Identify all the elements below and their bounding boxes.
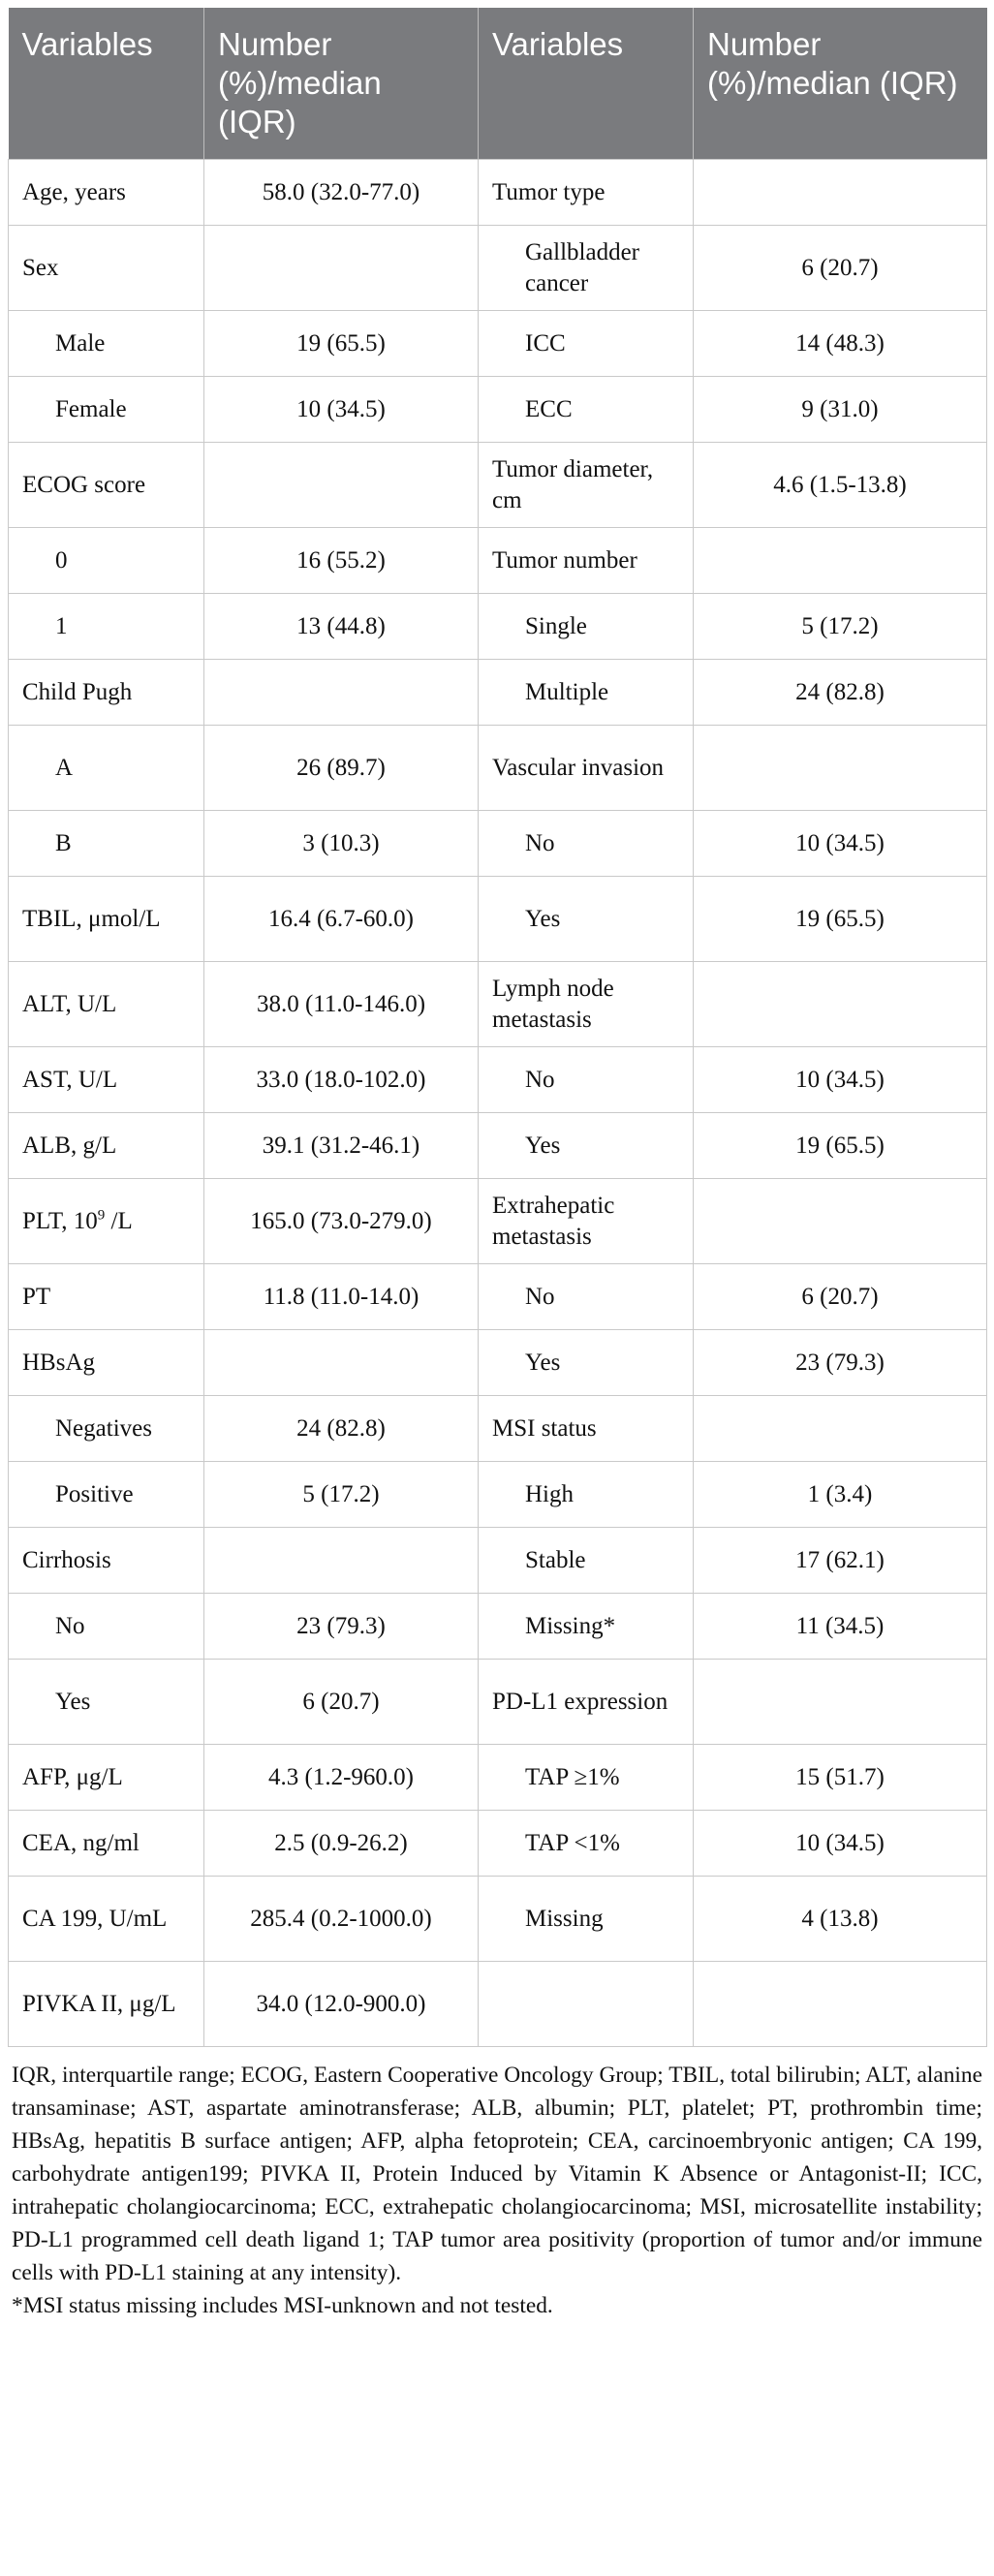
- variable-cell: [9, 660, 204, 726]
- variable-cell: [479, 1660, 694, 1745]
- variable-label: A: [55, 754, 74, 781]
- value-cell: [694, 1396, 987, 1462]
- variable-label: Sex: [22, 254, 59, 281]
- variable-cell: [9, 962, 204, 1047]
- value-cell: [694, 226, 987, 311]
- value-cell: [204, 1811, 479, 1877]
- variable-label: Vascular invasion: [492, 754, 665, 781]
- value-cell: [694, 1811, 987, 1877]
- variable-cell: [479, 1745, 694, 1811]
- table-row: [9, 1264, 987, 1330]
- variable-cell: [479, 594, 694, 660]
- value-text: 38.0 (11.0-146.0): [256, 990, 426, 1017]
- variable-label: TBIL, μmol/L: [22, 905, 161, 932]
- value-text: 2.5 (0.9-26.2): [274, 1829, 408, 1856]
- value-text: 5 (17.2): [302, 1480, 380, 1507]
- variable-label: Positive: [55, 1480, 134, 1507]
- value-cell: [204, 1330, 479, 1396]
- table-row: [9, 1396, 987, 1462]
- value-text: 23 (79.3): [296, 1612, 386, 1639]
- value-text: 6 (20.7): [801, 1283, 879, 1310]
- variable-cell: [479, 1877, 694, 1962]
- table-row: [9, 594, 987, 660]
- variable-label: Cirrhosis: [22, 1546, 111, 1573]
- table-row: [9, 226, 987, 311]
- variable-cell: [479, 1113, 694, 1179]
- variable-label: Age, years: [22, 178, 126, 205]
- variable-label: Tumor diameter, cm: [492, 455, 654, 513]
- variable-label: No: [55, 1612, 85, 1639]
- variable-cell: [9, 443, 204, 528]
- value-cell: [694, 1113, 987, 1179]
- value-text: 14 (48.3): [795, 329, 885, 357]
- value-text: 34.0 (12.0-900.0): [256, 1990, 426, 2017]
- variable-cell: [479, 660, 694, 726]
- variable-cell: [9, 1462, 204, 1528]
- value-cell: [694, 1330, 987, 1396]
- value-text: 9 (31.0): [801, 395, 879, 422]
- table-row: [9, 1877, 987, 1962]
- header-variables-right: Variables: [479, 8, 694, 160]
- variable-cell: [479, 311, 694, 377]
- value-cell: [694, 1962, 987, 2047]
- value-cell: [204, 1396, 479, 1462]
- table-row: [9, 1962, 987, 2047]
- variable-label: AFP, μg/L: [22, 1763, 123, 1790]
- value-text: 10 (34.5): [795, 1829, 885, 1856]
- value-cell: [694, 1594, 987, 1660]
- value-text: 15 (51.7): [795, 1763, 885, 1790]
- variable-cell: [9, 1179, 204, 1264]
- value-cell: [204, 1264, 479, 1330]
- table-row: [9, 660, 987, 726]
- variable-label: 0: [55, 546, 68, 574]
- value-cell: [694, 726, 987, 811]
- variable-label: PT: [22, 1283, 51, 1310]
- variable-cell: [479, 1811, 694, 1877]
- table-row: [9, 1462, 987, 1528]
- variable-cell: [479, 1962, 694, 2047]
- variable-label: Tumor type: [492, 178, 606, 205]
- table-row: [9, 726, 987, 811]
- msi-missing-note: *MSI status missing includes MSI-unknown and not tested.: [12, 2293, 553, 2318]
- variable-label: TAP <1%: [525, 1829, 620, 1856]
- variable-label: Extrahepatic metastasis: [492, 1192, 615, 1250]
- variable-cell: [479, 811, 694, 877]
- variable-label: No: [525, 829, 555, 856]
- variable-cell: [479, 962, 694, 1047]
- table-row: [9, 811, 987, 877]
- variable-label: Multiple: [525, 678, 609, 705]
- variable-label: MSI status: [492, 1414, 597, 1442]
- variable-label: ALB, g/L: [22, 1132, 117, 1159]
- value-text: 11.8 (11.0-14.0): [263, 1283, 419, 1310]
- variable-cell: [479, 160, 694, 226]
- table-row: [9, 1179, 987, 1264]
- value-text: 17 (62.1): [795, 1546, 885, 1573]
- variable-cell: [479, 443, 694, 528]
- value-cell: [204, 594, 479, 660]
- table-row: [9, 160, 987, 226]
- value-text: 24 (82.8): [795, 678, 885, 705]
- value-text: 23 (79.3): [795, 1349, 885, 1376]
- table-row: [9, 1047, 987, 1113]
- variable-cell: [479, 377, 694, 443]
- variable-cell: [9, 1962, 204, 2047]
- variable-cell: [9, 877, 204, 962]
- variable-label: Missing*: [525, 1612, 616, 1639]
- value-cell: [694, 1047, 987, 1113]
- variable-label: PD-L1 expression: [492, 1688, 668, 1715]
- variable-cell: [479, 1264, 694, 1330]
- variable-cell: [9, 1745, 204, 1811]
- value-cell: [694, 528, 987, 594]
- variable-cell: [479, 528, 694, 594]
- table-row: [9, 877, 987, 962]
- table-row: [9, 962, 987, 1047]
- variable-label: No: [525, 1066, 555, 1093]
- value-cell: [204, 311, 479, 377]
- variable-cell: [9, 1330, 204, 1396]
- variable-cell: [9, 226, 204, 311]
- variable-cell: [479, 1462, 694, 1528]
- variable-cell: [9, 1396, 204, 1462]
- value-text: 19 (65.5): [795, 1132, 885, 1159]
- document-page: [8, 0, 986, 2322]
- table-row: [9, 1594, 987, 1660]
- value-text: 33.0 (18.0-102.0): [256, 1066, 426, 1093]
- table-row: [9, 528, 987, 594]
- value-cell: [694, 1660, 987, 1745]
- superscript-exponent: 9: [97, 1207, 106, 1224]
- value-cell: [204, 1877, 479, 1962]
- value-cell: [694, 962, 987, 1047]
- variable-label: Female: [55, 395, 127, 422]
- variable-label: ECOG score: [22, 471, 146, 498]
- value-cell: [694, 160, 987, 226]
- value-text: 1 (3.4): [807, 1480, 873, 1507]
- header-number-right: Number (%)/median (IQR): [694, 8, 987, 160]
- value-cell: [204, 1462, 479, 1528]
- variable-cell: [9, 1047, 204, 1113]
- variable-cell: [479, 1594, 694, 1660]
- value-text: 165.0 (73.0-279.0): [250, 1207, 432, 1234]
- variable-label: HBsAg: [22, 1349, 96, 1376]
- table-row: [9, 1330, 987, 1396]
- variable-cell: [9, 377, 204, 443]
- variable-cell: [479, 1047, 694, 1113]
- value-text: 10 (34.5): [795, 1066, 885, 1093]
- variable-cell: [479, 1396, 694, 1462]
- table-body: [9, 160, 987, 2047]
- variable-label: Child Pugh: [22, 678, 133, 705]
- variable-cell: [9, 528, 204, 594]
- value-cell: [204, 1594, 479, 1660]
- variable-cell: [479, 726, 694, 811]
- value-cell: [204, 1660, 479, 1745]
- variable-label: AST, U/L: [22, 1066, 118, 1093]
- value-cell: [204, 1962, 479, 2047]
- variable-label: Lymph node metastasis: [492, 975, 614, 1033]
- value-cell: [204, 377, 479, 443]
- variable-label: Single: [525, 612, 587, 639]
- variable-cell: [9, 726, 204, 811]
- value-cell: [694, 311, 987, 377]
- value-cell: [204, 1113, 479, 1179]
- variable-label: TAP ≥1%: [525, 1763, 620, 1790]
- variable-label: Yes: [525, 905, 561, 932]
- variable-label: B: [55, 829, 72, 856]
- value-cell: [694, 1179, 987, 1264]
- value-text: 6 (20.7): [801, 254, 879, 281]
- value-text: 5 (17.2): [801, 612, 879, 639]
- value-text: 19 (65.5): [795, 905, 885, 932]
- variable-label: Negatives: [55, 1414, 152, 1442]
- value-text: 285.4 (0.2-1000.0): [250, 1905, 432, 1932]
- value-cell: [204, 660, 479, 726]
- variable-label: Tumor number: [492, 546, 637, 574]
- value-text: 4.6 (1.5-13.8): [773, 471, 907, 498]
- value-cell: [694, 1877, 987, 1962]
- table-header-row: [9, 8, 987, 160]
- variable-label: ECC: [525, 395, 573, 422]
- variable-label: PLT, 10: [22, 1207, 98, 1234]
- value-cell: [694, 594, 987, 660]
- value-cell: [694, 877, 987, 962]
- variable-label: Missing: [525, 1905, 604, 1932]
- value-text: 24 (82.8): [296, 1414, 386, 1442]
- variable-cell: [479, 226, 694, 311]
- value-text: 39.1 (31.2-46.1): [262, 1132, 420, 1159]
- table-row: [9, 1745, 987, 1811]
- value-text: 11 (34.5): [795, 1612, 885, 1639]
- value-text: 10 (34.5): [795, 829, 885, 856]
- value-cell: [694, 377, 987, 443]
- variable-cell: [479, 1330, 694, 1396]
- table-row: [9, 311, 987, 377]
- variable-cell: [9, 1877, 204, 1962]
- value-cell: [204, 1745, 479, 1811]
- table-row: [9, 377, 987, 443]
- variable-label: No: [525, 1283, 555, 1310]
- table-row: [9, 1660, 987, 1745]
- value-text: 3 (10.3): [302, 829, 380, 856]
- value-text: 4.3 (1.2-960.0): [268, 1763, 414, 1790]
- variable-cell: [9, 1264, 204, 1330]
- value-cell: [694, 811, 987, 877]
- variable-cell: [9, 1811, 204, 1877]
- value-text: 19 (65.5): [296, 329, 386, 357]
- value-text: 16.4 (6.7-60.0): [268, 905, 414, 932]
- value-cell: [204, 726, 479, 811]
- value-cell: [204, 528, 479, 594]
- variable-cell: [9, 1660, 204, 1745]
- value-text: 58.0 (32.0-77.0): [262, 178, 420, 205]
- value-cell: [694, 1528, 987, 1594]
- abbreviations-note: IQR, interquartile range; ECOG, Eastern Cooperative Oncology Group; TBIL, total bilirubin; ALT, alanine transaminase; AST, aspartate aminotransferase; ALB, albumin; PLT, platelet; PT, prothrombin time; HBsAg, hepatitis B surface antigen; AFP, alpha fetoprotein; CEA, carcinoembryonic antigen; CA 199, carbohydrate antigen199; PIVKA II, Protein Induced by Vitamin K Absence or Antagonist-II; ICC, intrahepatic cholangiocarcinoma; ECC, extrahepatic cholangiocarcinoma; MSI, microsatellite instability; PD-L1 programmed cell death ligand 1; TAP tumor area positivity (proportion of tumor and/or immune cells with PD-L1 staining at any intensity).: [12, 2063, 982, 2285]
- value-text: 4 (13.8): [801, 1905, 879, 1932]
- variable-label: CEA, ng/ml: [22, 1829, 140, 1856]
- value-text: 26 (89.7): [296, 754, 386, 781]
- value-cell: [204, 1047, 479, 1113]
- variable-cell: [9, 811, 204, 877]
- value-cell: [694, 660, 987, 726]
- variable-cell: [479, 1528, 694, 1594]
- variable-label: Yes: [525, 1349, 561, 1376]
- table-row: [9, 1113, 987, 1179]
- value-cell: [204, 160, 479, 226]
- value-text: 10 (34.5): [296, 395, 386, 422]
- baseline-characteristics-table: [8, 8, 987, 2047]
- variable-label: ALT, U/L: [22, 990, 117, 1017]
- variable-label: ICC: [525, 329, 566, 357]
- variable-label: 1: [55, 612, 68, 639]
- variable-cell: [9, 311, 204, 377]
- variable-cell: [9, 160, 204, 226]
- value-cell: [694, 1745, 987, 1811]
- unit-suffix: /L: [105, 1207, 133, 1234]
- value-cell: [204, 443, 479, 528]
- variable-label: PIVKA II, μg/L: [22, 1990, 176, 2017]
- variable-label: Gallbladder cancer: [525, 238, 640, 296]
- value-text: 16 (55.2): [296, 546, 386, 574]
- value-text: 6 (20.7): [302, 1688, 380, 1715]
- variable-label: Stable: [525, 1546, 586, 1573]
- header-number-left: Number (%)/median (IQR): [204, 8, 479, 160]
- value-text: 13 (44.8): [296, 612, 386, 639]
- variable-label: CA 199, U/mL: [22, 1905, 168, 1932]
- table-footnotes: [8, 2059, 986, 2322]
- variable-cell: [479, 877, 694, 962]
- value-cell: [694, 1462, 987, 1528]
- value-cell: [204, 1528, 479, 1594]
- variable-label: High: [525, 1480, 574, 1507]
- variable-cell: [9, 1594, 204, 1660]
- value-cell: [204, 962, 479, 1047]
- value-cell: [694, 1264, 987, 1330]
- table-row: [9, 1528, 987, 1594]
- variable-cell: [479, 1179, 694, 1264]
- value-cell: [204, 1179, 479, 1264]
- header-variables-left: Variables: [9, 8, 204, 160]
- variable-cell: [9, 1528, 204, 1594]
- value-cell: [204, 877, 479, 962]
- variable-label: Yes: [525, 1132, 561, 1159]
- value-cell: [204, 811, 479, 877]
- value-cell: [204, 226, 479, 311]
- variable-label: Yes: [55, 1688, 91, 1715]
- table-row: [9, 443, 987, 528]
- variable-label: Male: [55, 329, 106, 357]
- value-cell: [694, 443, 987, 528]
- variable-cell: [9, 1113, 204, 1179]
- table-row: [9, 1811, 987, 1877]
- variable-cell: [9, 594, 204, 660]
